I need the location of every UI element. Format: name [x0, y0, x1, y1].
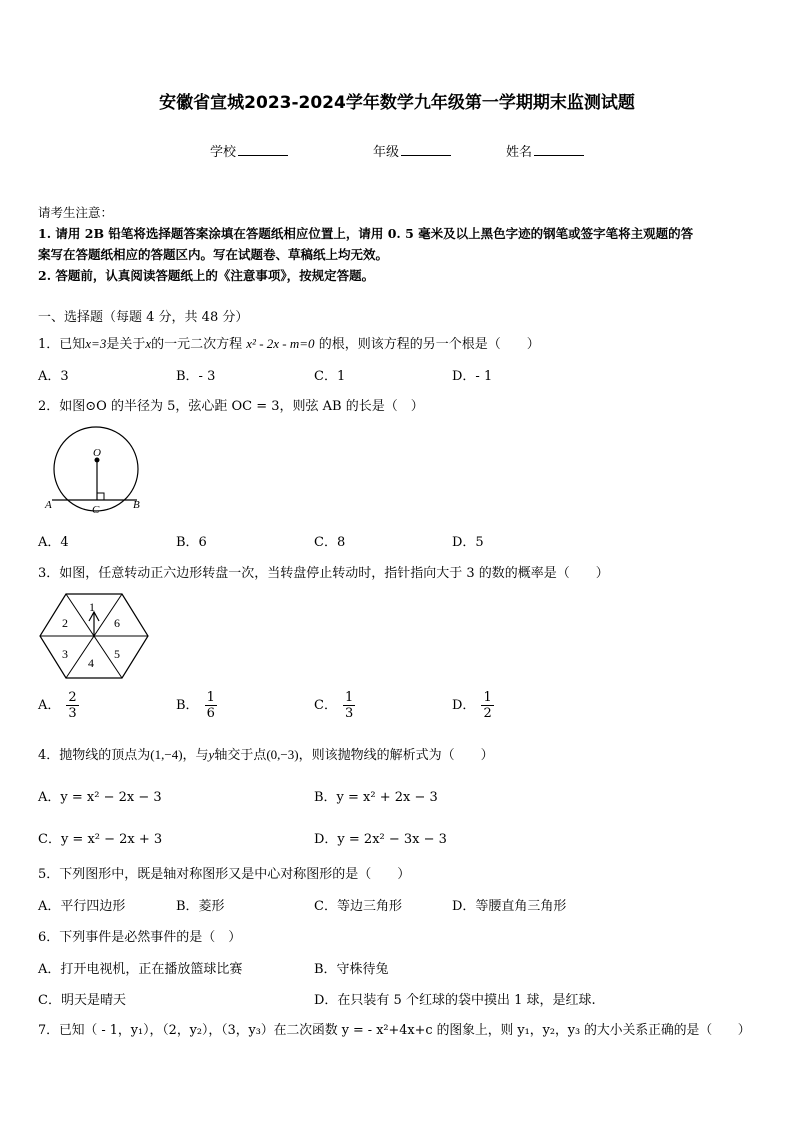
q4-text-c: 轴交于点: [214, 748, 267, 763]
name-field: [506, 141, 584, 160]
sector-1: 1: [89, 600, 95, 614]
q3-a-den: 3: [68, 706, 77, 721]
question-3: 3．如图，任意转动正六边形转盘一次，当转盘停止转动时，指针指向大于 3 的数的概率是（ ）: [38, 566, 609, 581]
section-heading: 一、选择题（每题 4 分，共 48 分）: [38, 310, 249, 325]
q1-text-d: 的根，则该方程的另一个根是（ ）: [318, 337, 540, 352]
question-2: 2．如图⊙O 的半径为 5，弦心距 OC = 3，则弦 AB 的长是（ ）: [38, 399, 424, 414]
question-4: [38, 744, 494, 763]
q3-option-d: [452, 690, 494, 721]
q1-option-c: C．1: [314, 369, 346, 384]
q3-a-num: 2: [68, 690, 77, 705]
q3-b-den: 6: [206, 706, 215, 721]
hexagon-spinner: [38, 590, 150, 682]
q2-option-a: A．4: [38, 535, 69, 550]
sector-3: 3: [62, 647, 68, 661]
circle-diagram: [44, 424, 150, 519]
q6-option-a: A．打开电视机，正在播放篮球比赛: [38, 962, 243, 977]
q3-d-num: 1: [483, 690, 492, 705]
q3-option-b-letter: B．: [176, 698, 199, 713]
q6-option-d: D．在只装有 5 个红球的袋中摸出 1 球，是红球.: [314, 993, 596, 1008]
q1-eq2: x² - 2x - m=0: [246, 336, 315, 351]
school-blank: [238, 143, 288, 156]
q1-text-a: 1．已知: [38, 337, 86, 352]
grade-label: 年级: [373, 145, 400, 160]
q3-option-d-letter: D．: [452, 698, 476, 713]
q4-axis: y: [208, 747, 215, 762]
q4-option-a: A．y = x² − 2x − 3: [38, 790, 162, 805]
circle-outline: [54, 427, 138, 511]
q4-text-a: 4．抛物线的顶点为: [38, 748, 151, 763]
q3-option-b: [176, 690, 217, 721]
q3-option-c-fraction: [343, 690, 355, 721]
sector-5: 5: [114, 647, 120, 661]
question-5: 5．下列图形中，既是轴对称图形又是中心对称图形的是（ ）: [38, 867, 411, 882]
q3-option-a: [38, 690, 79, 721]
label-o: O: [93, 447, 101, 459]
q2-option-b: B．6: [176, 535, 207, 550]
q4-option-b: B．y = x² + 2x − 3: [314, 790, 438, 805]
sector-2: 2: [62, 616, 68, 630]
q1-eq1: x=3: [85, 336, 107, 351]
label-a: A: [45, 499, 52, 511]
q3-c-num: 1: [344, 690, 354, 705]
school-field: [210, 141, 288, 160]
sector-4: 4: [88, 656, 94, 670]
q1-option-a: A．3: [38, 369, 69, 384]
question-7: 7．已知（ - 1，y₁），（2，y₂），（3，y₃）在二次函数 y = - x²+4x+c 的图象上，则 y₁，y₂，y₃ 的大小关系正确的是（ ）: [38, 1023, 751, 1038]
q5-option-b: B．菱形: [176, 899, 225, 914]
q4-option-d: D．y = 2x² − 3x − 3: [314, 832, 447, 847]
q4-point: (0,−3): [266, 747, 299, 762]
q2-option-c: C．8: [314, 535, 346, 550]
q6-option-c: C．明天是晴天: [38, 993, 126, 1008]
q1-var: x: [145, 336, 152, 351]
q6-option-b: B．守株待兔: [314, 962, 389, 977]
q3-option-d-fraction: [481, 690, 493, 721]
grade-field: [373, 141, 451, 160]
q3-option-c: [314, 690, 355, 721]
q1-option-b: B．- 3: [176, 369, 216, 384]
grade-blank: [401, 143, 451, 156]
question-1: [38, 333, 540, 352]
q3-option-a-fraction: [66, 690, 78, 721]
q1-text-b: 是关于: [106, 337, 146, 352]
q2-option-d: D．5: [452, 535, 484, 550]
q5-option-a: A．平行四边形: [38, 899, 126, 914]
q1-text-c: 的一元二次方程: [151, 337, 243, 352]
q3-option-b-fraction: [205, 690, 217, 721]
right-angle-mark: [97, 493, 104, 500]
label-c: C: [92, 504, 100, 516]
q5-option-d: D．等腰直角三角形: [452, 899, 567, 914]
question-6: 6．下列事件是必然事件的是（ ）: [38, 930, 242, 945]
name-label: 姓名: [506, 145, 533, 160]
page-title: 安徽省宣城2023-2024学年数学九年级第一学期期末监测试题: [159, 93, 635, 113]
q1-option-d: D．- 1: [452, 369, 493, 384]
notice-line-2: 案写在答题纸相应的答题区内。写在试题卷、草稿纸上均无效。: [38, 247, 389, 262]
q3-c-den: 3: [344, 706, 354, 721]
notice-line-1: 1. 请用 2B 铅笔将选择题答案涂填在答题纸相应位置上，请用 0. 5 毫米及以上黑色字迹的钢笔或签字笔将主观题的答: [38, 226, 694, 241]
name-blank: [534, 143, 584, 156]
label-b: B: [133, 499, 140, 511]
q5-option-c: C．等边三角形: [314, 899, 402, 914]
sector-6: 6: [114, 616, 120, 630]
q4-text-b: ，与: [182, 748, 209, 763]
notice-line-3: 2. 答题前，认真阅读答题纸上的《注意事项》，按规定答题。: [38, 268, 375, 283]
q3-b-num: 1: [206, 690, 215, 705]
q3-d-den: 2: [483, 706, 492, 721]
q4-vertex: (1,−4): [150, 747, 183, 762]
q4-text-d: ，则该抛物线的解析式为（ ）: [298, 748, 494, 763]
q3-option-a-letter: A．: [38, 698, 61, 713]
q3-option-c-letter: C．: [314, 698, 337, 713]
school-label: 学校: [210, 145, 237, 160]
q4-option-c: C．y = x² − 2x + 3: [38, 832, 163, 847]
notice-heading: 请考生注意：: [38, 205, 114, 220]
